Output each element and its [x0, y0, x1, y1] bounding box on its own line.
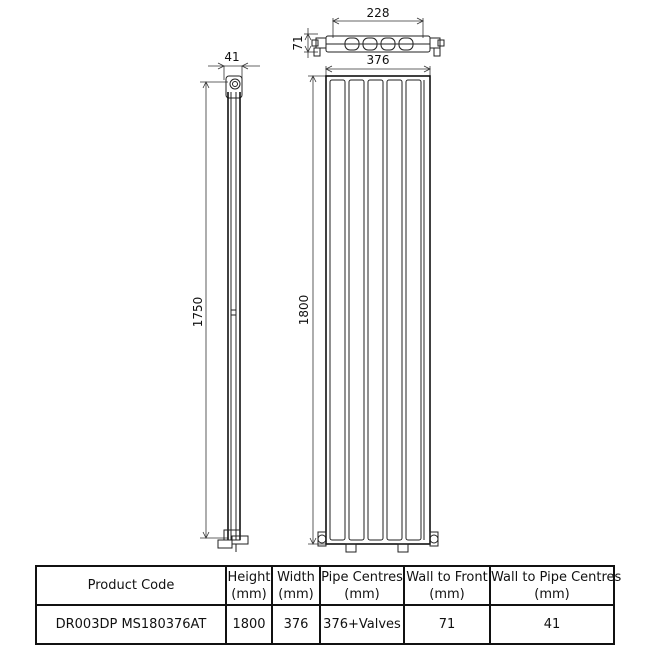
front-view [297, 53, 438, 552]
table-row [36, 605, 614, 644]
header-product-code: Product Code [36, 566, 226, 605]
header-width: Width (mm) [272, 566, 320, 605]
cell-wall-to-pipe-centres: 41 [490, 605, 614, 644]
cell-pipe-centres: 376+Valves [320, 605, 404, 644]
front-width-label: 376 [366, 53, 390, 67]
side-depth-label: 41 [224, 50, 240, 64]
cell-width: 376 [272, 605, 320, 644]
side-height-label: 1750 [191, 296, 205, 328]
front-height-label: 1800 [297, 294, 311, 326]
top-view [291, 6, 444, 58]
header-wall-to-front: Wall to Front (mm) [404, 566, 490, 605]
header-height: Height (mm) [226, 566, 272, 605]
cell-height: 1800 [226, 605, 272, 644]
header-wall-to-pipe-centres: Wall to Pipe Centres (mm) [490, 566, 614, 605]
top-depth-label: 71 [291, 35, 305, 51]
table-header-row [36, 566, 614, 605]
side-view [191, 50, 260, 552]
pipe-centres-label: 228 [366, 6, 390, 20]
header-pipe-centres: Pipe Centres (mm) [320, 566, 404, 605]
cell-product-code: DR003DP MS180376AT [36, 605, 226, 644]
cell-wall-to-front: 71 [404, 605, 490, 644]
specification-table [35, 565, 622, 645]
